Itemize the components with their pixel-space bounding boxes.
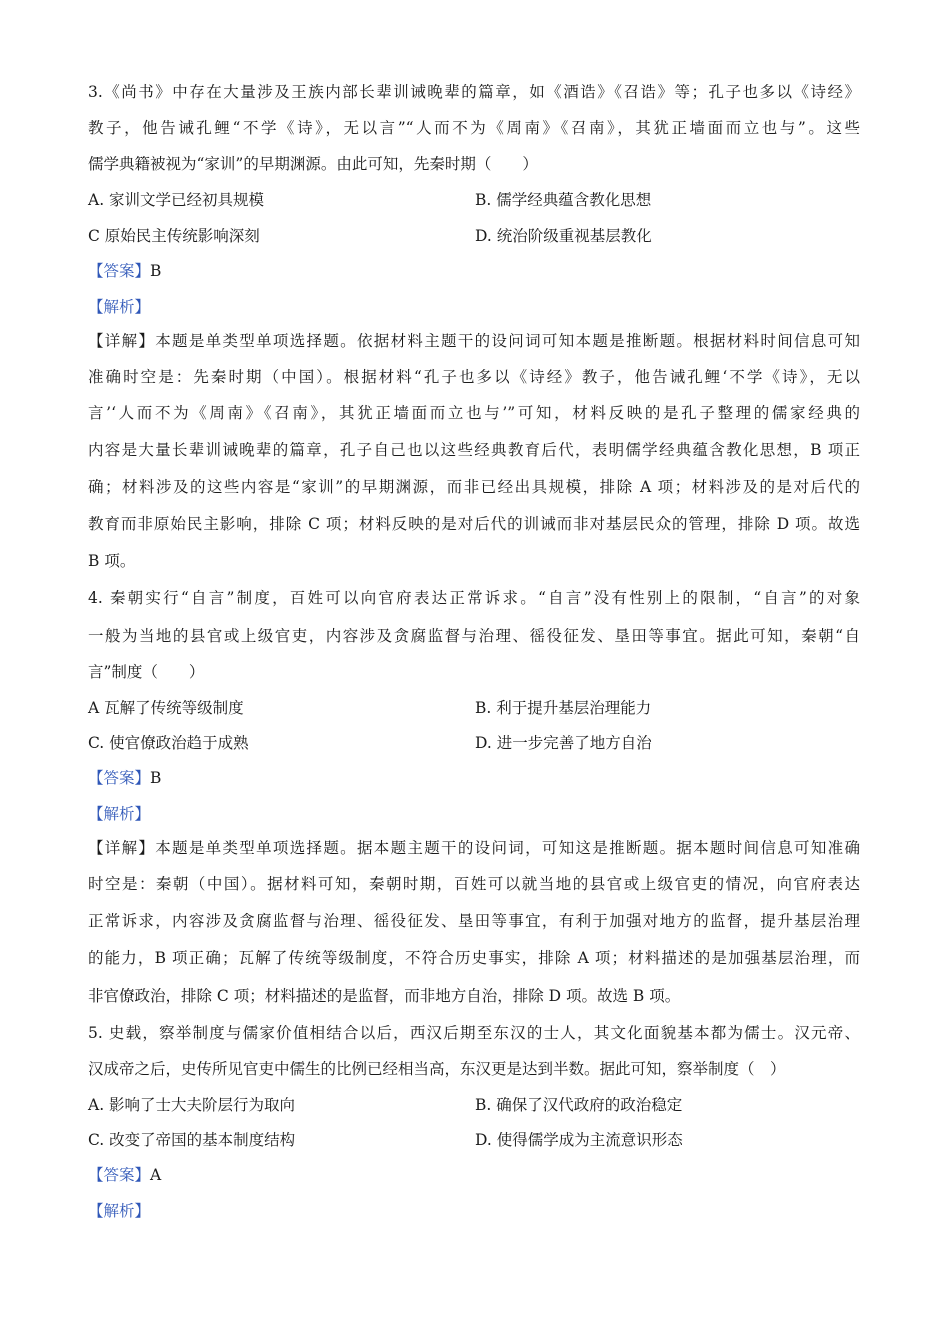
q3-detail-line-1 [88, 331, 860, 351]
detail-tag: 【详解】 [88, 839, 156, 857]
q3-detail-line-4: 内容是大量长辈训诫晚辈的篇章，孔子自己也以这些经典教育后代，表明儒学经典蕴含教化思想，B 项正 [88, 441, 860, 459]
q4-detail-line-5: 非官僚政治，排除 C 项；材料描述的是监督，而非地方自治，排除 D 项。故选 B 项。 [88, 987, 681, 1005]
q3-answer [88, 261, 161, 281]
q5-option-a: A. 影响了士大夫阶层行为取向 [88, 1096, 296, 1114]
analysis-tag: 【解析】 [88, 1202, 151, 1220]
q4-stem-line-2: 一般为当地的县官或上级官吏，内容涉及贪腐监督与治理、徭役征发、垦田等事宜。据此可知，秦朝“自 [88, 627, 860, 645]
q5-option-c: C. 改变了帝国的基本制度结构 [88, 1131, 296, 1149]
answer-tag: 【答案】 [88, 262, 151, 280]
q5-stem-line-1: 5. 史载，察举制度与儒家价值相结合以后，西汉后期至东汉的士人，其文化面貌基本都为儒士。汉元帝、 [88, 1024, 860, 1042]
q4-analysis-tag [88, 804, 150, 824]
q4-answer [88, 768, 161, 788]
answer-value: B [150, 262, 162, 280]
q4-detail-line-4: 的能力，B 项正确；瓦解了传统等级制度，不符合历史事实，排除 A 项；材料描述的是加强基层治理，而 [88, 949, 860, 967]
q5-stem-line-2: 汉成帝之后，史传所见官吏中儒生的比例已经相当高，东汉更是达到半数。据此可知，察举制度（ ） [88, 1060, 786, 1078]
answer-tag: 【答案】 [88, 769, 151, 787]
analysis-tag: 【解析】 [88, 298, 151, 316]
q3-option-a: A. 家训文学已经初具规模 [88, 191, 265, 209]
q4-option-d: D. 进一步完善了地方自治 [475, 734, 652, 752]
answer-value: A [150, 1166, 162, 1184]
q4-stem-line-3: 言”制度（ ） [88, 663, 205, 681]
q3-option-d: D. 统治阶级重视基层教化 [475, 227, 652, 245]
q5-option-d: D. 使得儒学成为主流意识形态 [475, 1131, 683, 1149]
q5-answer [88, 1165, 161, 1185]
q4-option-c: C. 使官僚政治趋于成熟 [88, 734, 249, 752]
q4-detail-line-1 [88, 838, 860, 858]
answer-value: B [150, 769, 162, 787]
q4-stem-line-1: 4. 秦朝实行“自言”制度，百姓可以向官府表达正常诉求。“自言”没有性别上的限制，“自言”的对象 [88, 589, 860, 607]
q5-option-b: B. 确保了汉代政府的政治稳定 [475, 1096, 683, 1114]
q3-option-c: C 原始民主传统影响深刻 [88, 227, 260, 245]
detail-text: 本题是单类型单项选择题。据本题主题干的设问词，可知这是推断题。据本题时间信息可知准确 [155, 839, 860, 857]
q3-detail-line-6: 教育而非原始民主影响，排除 C 项；材料反映的是对后代的训诫而非对基层民众的管理，排除 D 项。故选 [88, 515, 860, 533]
q3-detail-line-7: B 项。 [88, 552, 136, 570]
q4-detail-line-2: 时空是：秦朝（中国）。据材料可知，秦朝时期，百姓可以就当地的县官或上级官吏的情况，向官府表达 [88, 875, 860, 893]
q3-detail-line-5: 确；材料涉及的这些内容是“家训”的早期渊源，而非已经出具规模，排除 A 项；材料涉及的是对后代的 [88, 478, 860, 496]
analysis-tag: 【解析】 [88, 805, 151, 823]
q3-option-b: B. 儒学经典蕴含教化思想 [475, 191, 652, 209]
q3-stem-line-2: 教子，他告诫孔鲤“不学《诗》，无以言”“人而不为《周南》《召南》，其犹正墙面而立也与”。这些 [88, 119, 860, 137]
q3-detail-line-3: 言’‘人而不为《周南》《召南》，其犹正墙面而立也与’”可知，材料反映的是孔子整理的儒家经典的 [88, 404, 860, 422]
q4-option-b: B. 利于提升基层治理能力 [475, 699, 652, 717]
q3-stem-line-3: 儒学典籍被视为“家训”的早期渊源。由此可知，先秦时期（ ） [88, 155, 538, 173]
detail-text: 本题是单类型单项选择题。依据材料主题干的设问词可知本题是推断题。根据材料时间信息可知 [155, 332, 860, 350]
q5-analysis-tag [88, 1201, 150, 1221]
detail-tag: 【详解】 [88, 332, 156, 350]
answer-tag: 【答案】 [88, 1166, 151, 1184]
q4-detail-line-3: 正常诉求，内容涉及贪腐监督与治理、徭役征发、垦田等事宜，有利于加强对地方的监督，提升基层治理 [88, 912, 860, 930]
q4-option-a: A 瓦解了传统等级制度 [88, 699, 244, 717]
q3-detail-line-2: 准确时空是：先秦时期（中国）。根据材料“孔子也多以《诗经》教子，他告诫孔鲤‘不学《诗》，无以 [88, 368, 860, 386]
q3-analysis-tag [88, 297, 150, 317]
q3-stem-line-1: 3.《尚书》中存在大量涉及王族内部长辈训诫晚辈的篇章，如《酒诰》《召诰》等；孔子也多以《诗经》 [88, 83, 860, 101]
